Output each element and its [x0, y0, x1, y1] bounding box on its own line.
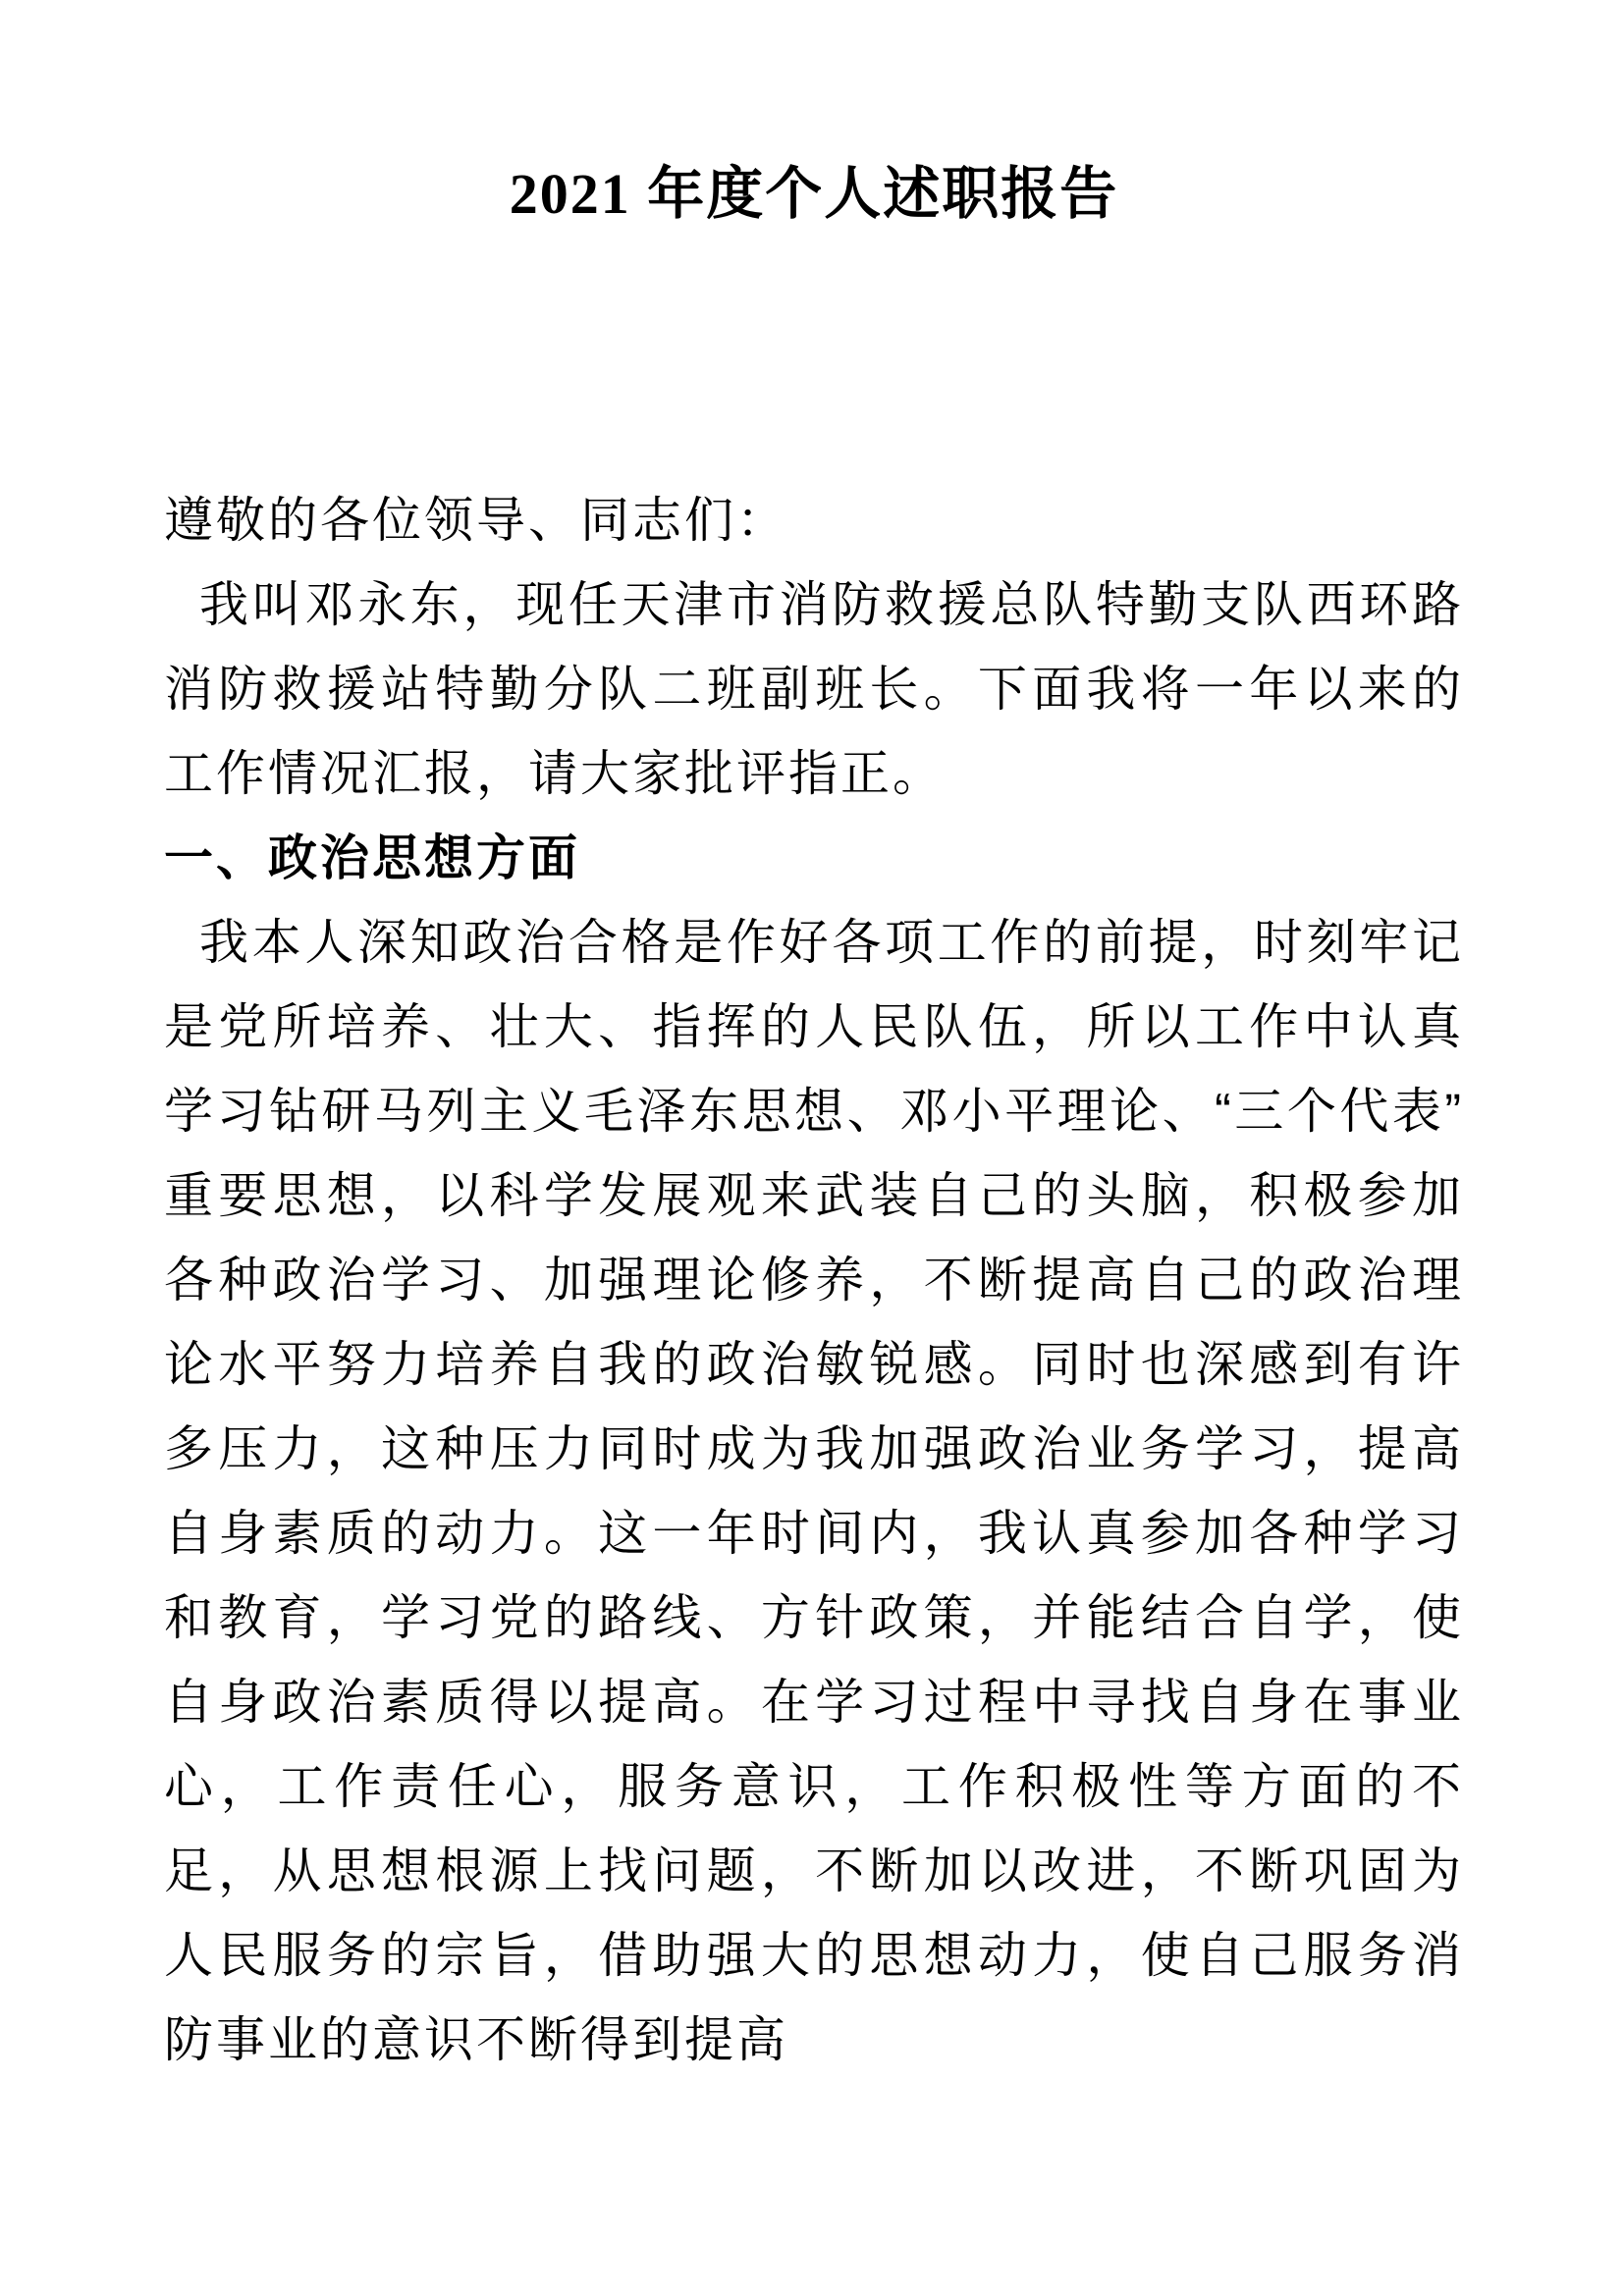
- document-title: 2021 年度个人述职报告: [509, 162, 1119, 226]
- document-body: [164, 478, 1464, 2082]
- section-1-heading: 一、政治思想方面: [164, 830, 580, 885]
- section-1-paragraph: 我本人深知政治合格是作好各项工作的前提，时刻牢记是党所培养、壮大、指挥的人民队伍，所以工作中认真学习钻研马列主义毛泽东思想、邓小平理论、“三个代表”重要思想，以科学发展观来武装自己的头脑，积极参加各种政治学习、加强理论修养，不断提高自己的政治理论水平努力培养自我的政治敏锐感。同时也深感到有许多压力，这种压力同时成为我加强政治业务学习，提高自身素质的动力。这一年时间内，我认真参加各种学习和教育，学习党的路线、方针政策，并能结合自学，使自身政治素质得以提高。在学习过程中寻找自身在事业心，工作责任心，服务意识，工作积极性等方面的不足，从思想根源上找问题，不断加以改进，不断巩固为人民服务的宗旨，借助强大的思想动力，使自己服务消防事业的意识不断得到提高: [164, 915, 1464, 2067]
- salutation-line: 遵敬的各位领导、同志们：: [164, 493, 788, 548]
- intro-paragraph: 我叫邓永东，现任天津市消防救援总队特勤支队西环路消防救援站特勤分队二班副班长。下面我将一年以来的工作情况汇报，请大家批评指正。: [164, 577, 1464, 801]
